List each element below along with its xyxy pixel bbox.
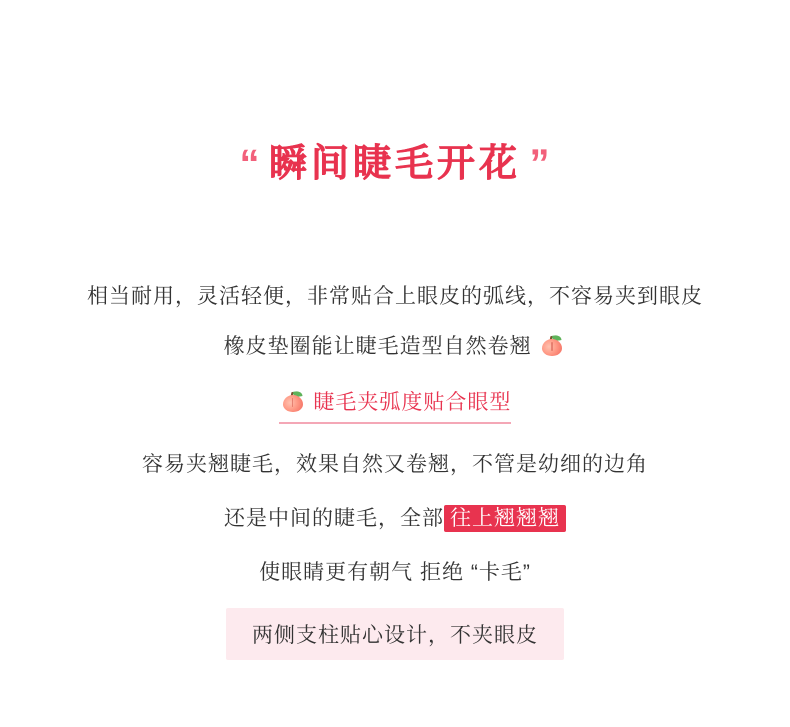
quote-close-mark: ” bbox=[529, 142, 551, 186]
subheading bbox=[279, 386, 512, 424]
highlight-badge: 往上翘翘翘 bbox=[444, 505, 566, 532]
peach-icon bbox=[541, 335, 563, 357]
description-line-5 bbox=[0, 502, 790, 532]
description-line-4: 容易夹翘睫毛，效果自然又卷翘，不管是幼细的边角 bbox=[142, 453, 648, 476]
page-title-text: 瞬间睫毛开花 bbox=[268, 143, 521, 185]
description-line-2-text: 橡皮垫圈能让睫毛造型自然卷翘 bbox=[223, 335, 532, 358]
page-title bbox=[0, 136, 790, 192]
description-line-2 bbox=[0, 330, 790, 360]
description-line-5-prefix: 还是中间的睫毛，全部 bbox=[224, 507, 444, 530]
banner-row bbox=[0, 608, 790, 660]
description-line-1: 相当耐用，灵活轻便，非常贴合上眼皮的弧线，不容易夹到眼皮 bbox=[87, 285, 703, 308]
peach-icon bbox=[282, 391, 304, 413]
subheading-text: 睫毛夹弧度贴合眼型 bbox=[313, 391, 512, 414]
quote-open-mark: “ bbox=[239, 142, 261, 186]
feature-banner: 两侧支柱贴心设计，不夹眼皮 bbox=[226, 608, 564, 660]
description-line-6: 使眼睛更有朝气 拒绝 “卡毛” bbox=[259, 561, 531, 584]
subheading-row bbox=[0, 386, 790, 424]
